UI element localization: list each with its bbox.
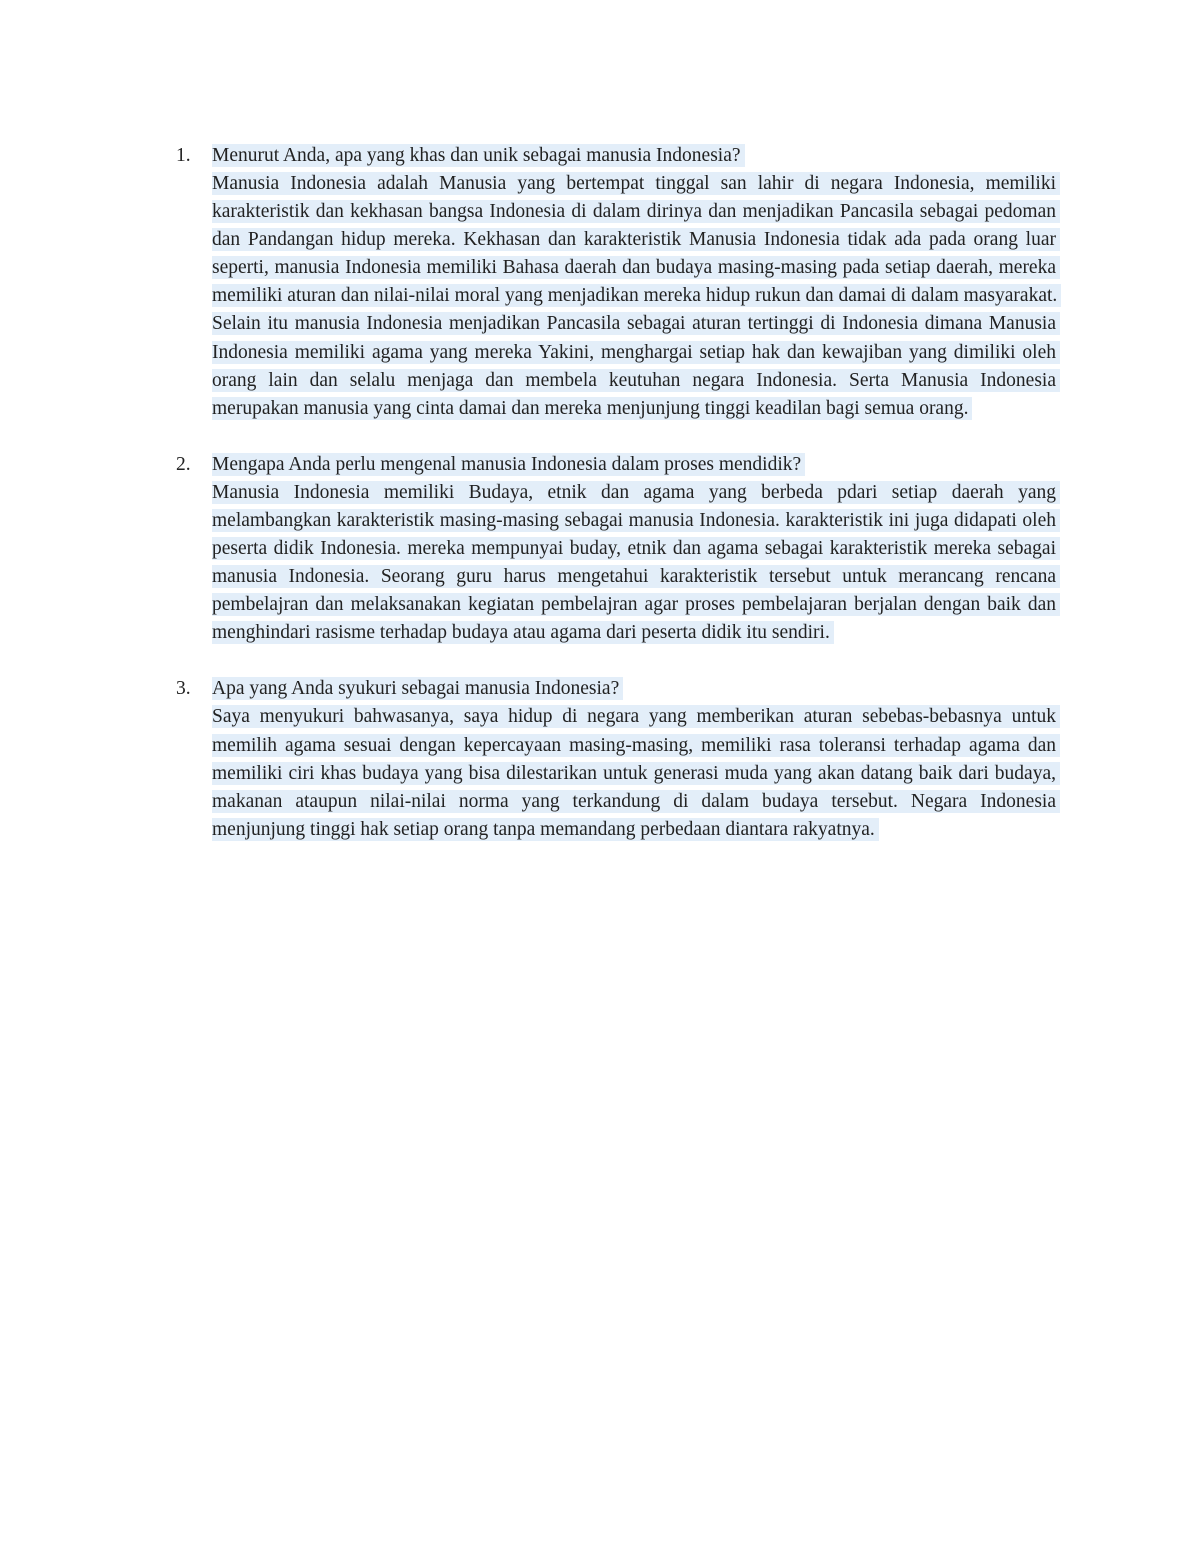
list-item (176, 675, 1060, 843)
item-number: 1. (176, 145, 191, 166)
question-highlight: Mengapa Anda perlu mengenal manusia Indonesia dalam proses mendidik? (212, 453, 805, 476)
answer-text (212, 170, 1060, 423)
answer-highlight: Saya menyukuri bahwasanya, saya hidup di negara yang memberikan aturan sebebas-bebasnya untuk memilih agama sesuai dengan kepercayaan masing-masing, memiliki rasa toleransi terhadap agama dan memiliki ciri khas budaya yang bisa dilestarikan untuk generasi muda yang akan datang baik dari budaya, makanan ataupun nilai-nilai norma yang terkandung di dalam budaya tersebut. Negara Indonesia menjunjung tinggi hak setiap orang tanpa memandang perbedaan diantara rakyatnya. (212, 705, 1060, 840)
item-number: 3. (176, 678, 191, 700)
answer-text (212, 703, 1060, 843)
question-highlight: Apa yang Anda syukuri sebagai manusia Indonesia? (212, 677, 623, 700)
question-highlight: Menurut Anda, apa yang khas dan unik sebagai manusia Indonesia? (212, 144, 745, 167)
list-item (176, 142, 1060, 423)
question-text (212, 675, 1060, 703)
question-text (212, 142, 1060, 170)
question-list (176, 142, 1060, 872)
answer-highlight: Manusia Indonesia memiliki Budaya, etnik dan agama yang berbeda pdari setiap daerah yang melambangkan karakteristik masing-masing sebagai manusia Indonesia. karakteristik ini juga didapati oleh peserta didik Indonesia. mereka mempunyai buday, etnik dan agama sebagai karakteristik mereka sebagai manusia Indonesia. Seorang guru harus mengetahui karakteristik tersebut untuk merancang rencana pembelajran dan melaksanakan kegiatan pembelajran agar proses pembelajaran berjalan dengan baik dan menghindari rasisme terhadap budaya atau agama dari peserta didik itu sendiri. (212, 481, 1060, 644)
item-number: 2. (176, 453, 191, 475)
answer-text (212, 479, 1060, 648)
list-item (176, 451, 1060, 648)
question-text (212, 451, 1060, 479)
answer-highlight: Manusia Indonesia adalah Manusia yang bertempat tinggal san lahir di negara Indonesia, memiliki karakteristik dan kekhasan bangsa Indonesia di dalam dirinya dan menjadikan Pancasila sebagai pedoman dan Pandangan hidup mereka. Kekhasan dan karakteristik Manusia Indonesia tidak ada pada orang luar seperti, manusia Indonesia memiliki Bahasa daerah dan budaya masing-masing pada setiap daerah, mereka memiliki aturan dan nilai-nilai moral yang menjadikan mereka hidup rukun dan damai di dalam masyarakat. Selain itu manusia Indonesia menjadikan Pancasila sebagai aturan tertinggi di Indonesia dimana Manusia Indonesia memiliki agama yang mereka Yakini, menghargai setiap hak dan kewajiban yang dimiliki oleh orang lain dan selalu menjaga dan membela keutuhan negara Indonesia. Serta Manusia Indonesia merupakan manusia yang cinta damai dan mereka menjunjung tinggi keadilan bagi semua orang. (212, 172, 1061, 420)
